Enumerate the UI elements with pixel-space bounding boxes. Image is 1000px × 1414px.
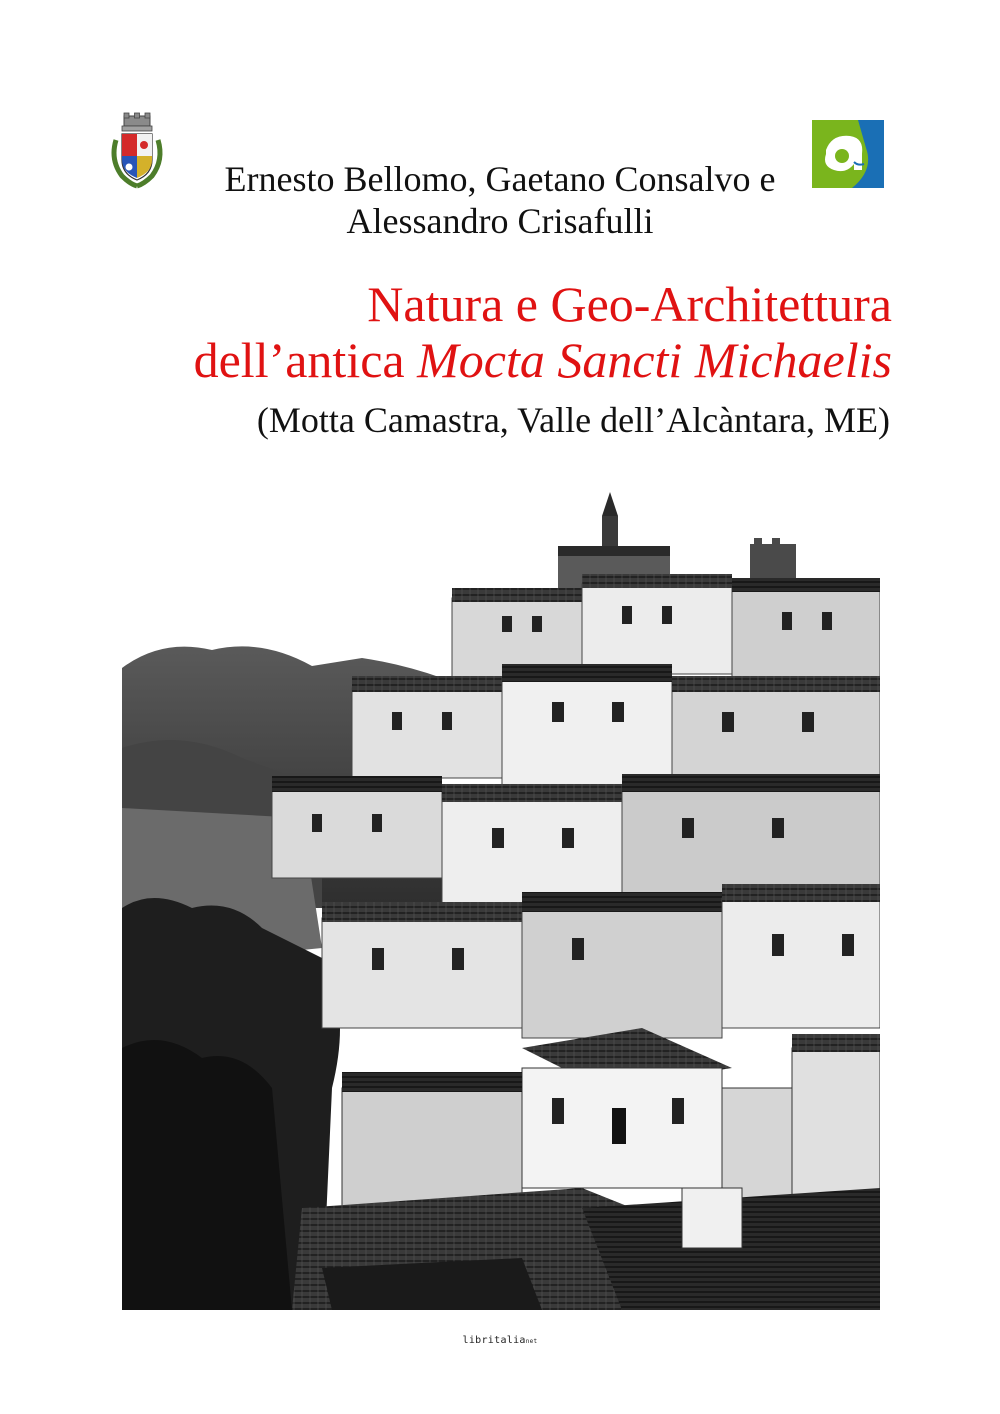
title-line-2-italic: Mocta Sancti Michaelis <box>417 332 892 388</box>
coat-of-arms-icon <box>106 112 168 190</box>
book-subtitle: (Motta Camastra, Valle dell’Alcàntara, ME) <box>256 400 890 440</box>
title-line-2-prefix: dell’antica <box>193 332 418 388</box>
village-photograph <box>122 488 880 1310</box>
title-line-2 <box>72 332 892 388</box>
authors-line-2: Alessandro Crisafulli <box>346 201 654 241</box>
authors-line-1: Ernesto Bellomo, Gaetano Consalvo e <box>224 159 776 199</box>
publisher-suffix: net <box>525 1338 538 1345</box>
publisher-name: libritalia <box>462 1335 526 1346</box>
title-line-1: Natura e Geo-Architettura <box>367 276 892 332</box>
book-title <box>72 276 892 388</box>
authors-block <box>160 158 840 242</box>
publisher-mark <box>0 1335 1000 1346</box>
